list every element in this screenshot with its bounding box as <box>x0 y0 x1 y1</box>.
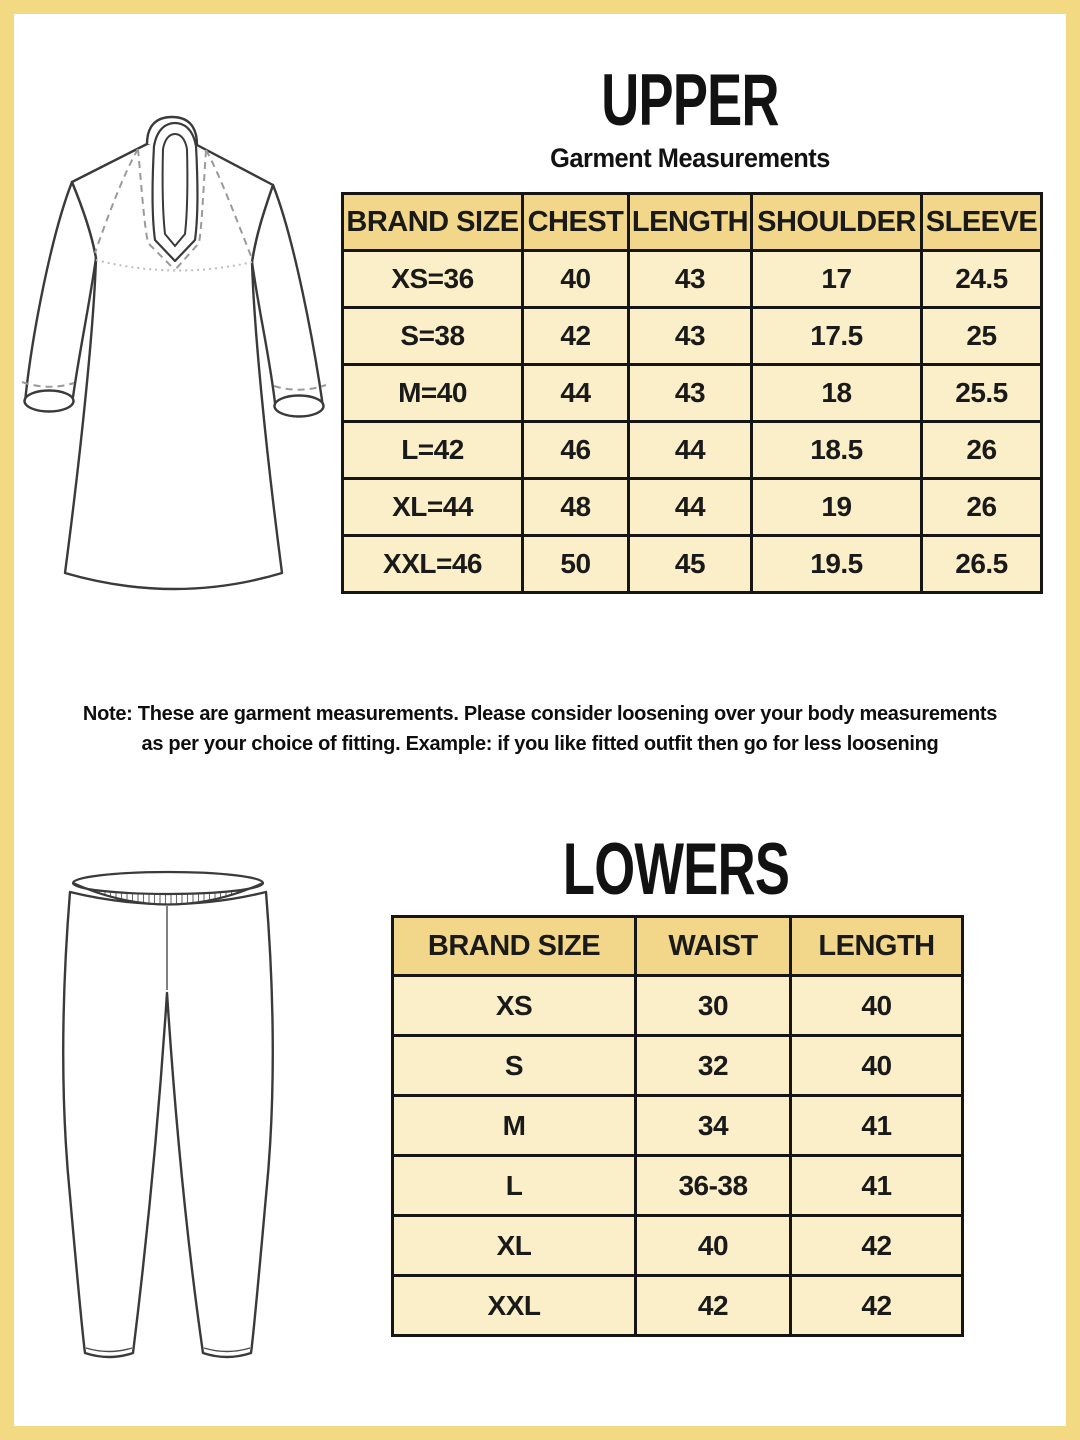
table-cell: XL=44 <box>343 479 523 536</box>
table-cell: 43 <box>629 365 752 422</box>
header-row <box>343 194 1042 251</box>
note-line-1: Note: These are garment measurements. Please consider loosening over your body measurements <box>82 703 998 725</box>
table-cell: 43 <box>629 251 752 308</box>
table-cell: 17.5 <box>752 308 922 365</box>
table-cell: S=38 <box>343 308 523 365</box>
table-row <box>393 1216 963 1276</box>
header-cell: SLEEVE <box>922 194 1042 251</box>
table-cell: 40 <box>636 1216 791 1276</box>
table-cell: 46 <box>523 422 629 479</box>
table-cell: 40 <box>791 976 963 1036</box>
table-row <box>393 976 963 1036</box>
table-cell: 42 <box>523 308 629 365</box>
header-cell: BRAND SIZE <box>343 194 523 251</box>
header-cell: CHEST <box>523 194 629 251</box>
table-cell: 26 <box>922 479 1042 536</box>
table-cell: 40 <box>523 251 629 308</box>
table-cell: 19.5 <box>752 536 922 593</box>
lowers-title: LOWERS <box>562 829 790 910</box>
table-cell: XXL=46 <box>343 536 523 593</box>
table-row <box>343 365 1042 422</box>
table-cell: 17 <box>752 251 922 308</box>
table-cell: L=42 <box>343 422 523 479</box>
lowers-table-head <box>393 917 963 976</box>
table-row <box>393 1156 963 1216</box>
table-cell: 45 <box>629 536 752 593</box>
table-cell: 19 <box>752 479 922 536</box>
table-cell: 50 <box>523 536 629 593</box>
table-cell: 18 <box>752 365 922 422</box>
table-row <box>343 536 1042 593</box>
upper-table-body <box>343 251 1042 593</box>
upper-subtitle: Garment Measurements <box>550 143 830 173</box>
table-cell: L <box>393 1156 636 1216</box>
table-cell: 34 <box>636 1096 791 1156</box>
table-cell: S <box>393 1036 636 1096</box>
table-cell: 42 <box>791 1216 963 1276</box>
table-cell: 40 <box>791 1036 963 1096</box>
table-row <box>393 1276 963 1336</box>
table-cell: 26 <box>922 422 1042 479</box>
pants-illustration-icon <box>48 856 343 1401</box>
table-cell: XL <box>393 1216 636 1276</box>
table-cell: 24.5 <box>922 251 1042 308</box>
header-cell: LENGTH <box>629 194 752 251</box>
table-cell: 18.5 <box>752 422 922 479</box>
table-cell: 48 <box>523 479 629 536</box>
table-cell: 41 <box>791 1096 963 1156</box>
note-line-2: as per your choice of fitting. Example: if you like fitted outfit then go for less loosening <box>141 733 939 755</box>
lowers-table-body <box>393 976 963 1336</box>
table-cell: 32 <box>636 1036 791 1096</box>
lowers-section <box>0 780 1080 1440</box>
table-row <box>343 251 1042 308</box>
header-row <box>393 917 963 976</box>
upper-size-table <box>341 192 1043 594</box>
header-cell: WAIST <box>636 917 791 976</box>
kurta-illustration-icon <box>12 113 342 673</box>
table-cell: 30 <box>636 976 791 1036</box>
table-cell: 36-38 <box>636 1156 791 1216</box>
table-cell: XS <box>393 976 636 1036</box>
table-cell: 26.5 <box>922 536 1042 593</box>
note <box>40 699 1040 759</box>
table-cell: 43 <box>629 308 752 365</box>
table-cell: 25.5 <box>922 365 1042 422</box>
table-cell: XXL <box>393 1276 636 1336</box>
header-cell: SHOULDER <box>752 194 922 251</box>
table-row <box>393 1096 963 1156</box>
table-cell: 25 <box>922 308 1042 365</box>
table-cell: 42 <box>791 1276 963 1336</box>
table-cell: M=40 <box>343 365 523 422</box>
upper-table-head <box>343 194 1042 251</box>
table-cell: M <box>393 1096 636 1156</box>
table-row <box>343 422 1042 479</box>
table-row <box>393 1036 963 1096</box>
table-cell: 44 <box>629 422 752 479</box>
table-row <box>343 308 1042 365</box>
table-cell: 44 <box>629 479 752 536</box>
upper-title: UPPER <box>601 60 779 141</box>
table-cell: XS=36 <box>343 251 523 308</box>
header-cell: LENGTH <box>791 917 963 976</box>
table-cell: 42 <box>636 1276 791 1336</box>
table-row <box>343 479 1042 536</box>
header-cell: BRAND SIZE <box>393 917 636 976</box>
table-cell: 44 <box>523 365 629 422</box>
table-cell: 41 <box>791 1156 963 1216</box>
lowers-size-table <box>391 915 964 1337</box>
